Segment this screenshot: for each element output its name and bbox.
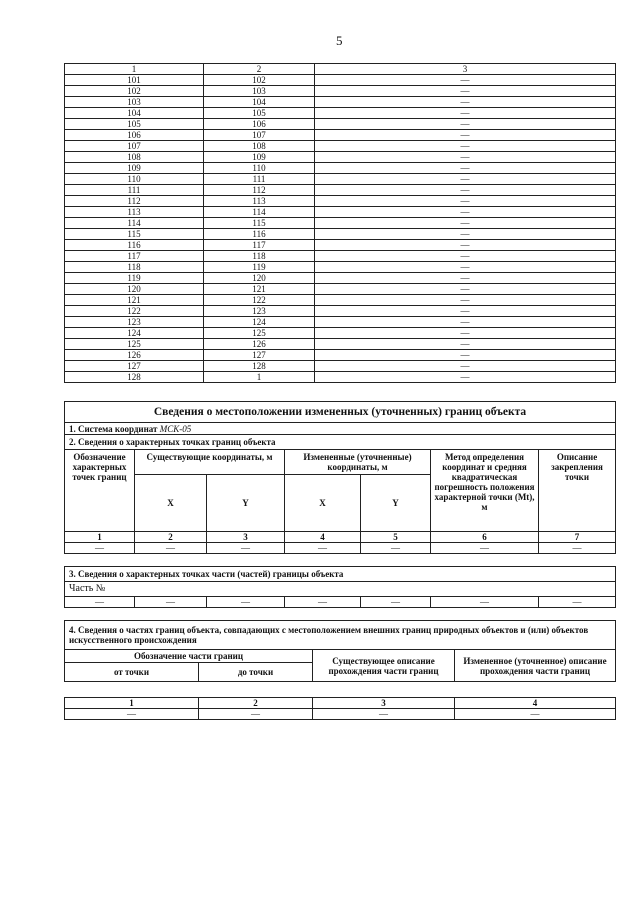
table-cell-col-2: 128: [204, 361, 315, 372]
colnum-3: 3: [313, 698, 455, 709]
table-cell-col-1: 124: [65, 328, 204, 339]
colnum-4: 4: [455, 698, 616, 709]
table-row: [65, 372, 616, 383]
table-cell-col-3: —: [315, 174, 616, 185]
col-designation: Обозначение характерных точек границ: [65, 450, 135, 532]
table-cell-col-1: 118: [65, 262, 204, 273]
table-row: [65, 108, 616, 119]
table-cell-col-1: 123: [65, 317, 204, 328]
table-cell-col-2: 127: [204, 350, 315, 361]
table-cell-col-2: 110: [204, 163, 315, 174]
table-cell-col-3: —: [315, 130, 616, 141]
existing-x-label: X: [135, 475, 207, 532]
boundary-table: [64, 63, 616, 383]
col-existing-description: Существующее описание прохождения части границ: [313, 650, 455, 682]
table-cell-col-3: —: [315, 119, 616, 130]
table-cell-col-3: —: [315, 295, 616, 306]
table-cell-col-2: 120: [204, 273, 315, 284]
table-cell-col-3: —: [315, 229, 616, 240]
table-cell-col-2: 112: [204, 185, 315, 196]
table-cell-col-2: 122: [204, 295, 315, 306]
part-dash-row: [65, 597, 616, 608]
col-description: Описание закрепления точки: [539, 450, 616, 532]
table-row: [65, 141, 616, 152]
table-cell-col-3: —: [315, 240, 616, 251]
table-cell-col-1: 119: [65, 273, 204, 284]
table-cell-col-2: 126: [204, 339, 315, 350]
dash-cell: —: [455, 709, 616, 720]
table-cell-col-3: —: [315, 218, 616, 229]
changed-boundaries-section: [64, 401, 616, 608]
col-changed: Измененные (уточненные) координаты, м: [285, 450, 431, 475]
dash-cell: —: [361, 543, 431, 554]
table-cell-col-1: 112: [65, 196, 204, 207]
table-row: [65, 284, 616, 295]
table-cell-col-2: 114: [204, 207, 315, 218]
dash-cell: —: [285, 597, 361, 608]
table-cell-col-1: 110: [65, 174, 204, 185]
table-cell-col-3: —: [315, 350, 616, 361]
dash-cell: —: [431, 543, 539, 554]
table-row: [65, 218, 616, 229]
table-row: [65, 240, 616, 251]
table-cell-col-2: 102: [204, 75, 315, 86]
table-cell-col-3: —: [315, 75, 616, 86]
table-cell-col-1: 121: [65, 295, 204, 306]
dash-cell: —: [65, 597, 135, 608]
header-col-1: 1: [65, 64, 204, 75]
table-cell-col-1: 101: [65, 75, 204, 86]
table-row: [65, 86, 616, 97]
table-cell-col-1: 127: [65, 361, 204, 372]
changed-y-label: Y: [361, 475, 431, 532]
table-cell-col-2: 105: [204, 108, 315, 119]
table-cell-col-2: 113: [204, 196, 315, 207]
table-cell-col-1: 109: [65, 163, 204, 174]
table-cell-col-2: 1: [204, 372, 315, 383]
section4-values-table: [64, 697, 616, 720]
table-cell-col-2: 118: [204, 251, 315, 262]
dash-cell: —: [285, 543, 361, 554]
col-part-designation: Обозначение части границ: [65, 650, 313, 663]
table-cell-col-1: 125: [65, 339, 204, 350]
dash-cell: —: [361, 597, 431, 608]
table-cell-col-1: 113: [65, 207, 204, 218]
table-cell-col-3: —: [315, 185, 616, 196]
dash-cell: —: [539, 597, 616, 608]
part-heading: 3. Сведения о характерных точках части (частей) границы объекта: [65, 567, 616, 582]
table-cell-col-3: —: [315, 152, 616, 163]
table-cell-col-1: 126: [65, 350, 204, 361]
table-row: [65, 317, 616, 328]
table-row: [65, 174, 616, 185]
table-cell-col-2: 104: [204, 97, 315, 108]
table-cell-col-1: 107: [65, 141, 204, 152]
table-row: [65, 229, 616, 240]
table-cell-col-1: 128: [65, 372, 204, 383]
coord-system-value: МСК-05: [159, 423, 192, 434]
table-cell-col-2: 103: [204, 86, 315, 97]
table-cell-col-2: 106: [204, 119, 315, 130]
table-cell-col-3: —: [315, 86, 616, 97]
dash-cell: —: [65, 709, 199, 720]
table-cell-col-1: 102: [65, 86, 204, 97]
table-cell-col-1: 116: [65, 240, 204, 251]
table-cell-col-3: —: [315, 196, 616, 207]
table-cell-col-3: —: [315, 317, 616, 328]
section-title: Сведения о местоположении измененных (уточненных) границ объекта: [65, 402, 616, 423]
colnum-6: 6: [431, 532, 539, 543]
table-cell-col-1: 108: [65, 152, 204, 163]
table-cell-col-2: 107: [204, 130, 315, 141]
table-cell-col-2: 124: [204, 317, 315, 328]
table-cell-col-1: 104: [65, 108, 204, 119]
table-row: [65, 251, 616, 262]
col-changed-description: Измененное (уточненное) описание прохождения части границ: [455, 650, 616, 682]
table-cell-col-3: —: [315, 163, 616, 174]
table-cell-col-2: 123: [204, 306, 315, 317]
table-cell-col-1: 103: [65, 97, 204, 108]
table-cell-col-3: —: [315, 97, 616, 108]
colnum-3: 3: [207, 532, 285, 543]
dash-cell: —: [431, 597, 539, 608]
table-row: [65, 306, 616, 317]
table-cell-col-2: 115: [204, 218, 315, 229]
dash-cell: —: [199, 709, 313, 720]
col-to-point: до точки: [199, 663, 313, 682]
section4-colnum-row: [65, 698, 616, 709]
coord-system-row: [65, 423, 616, 435]
section4-dash-row: [65, 709, 616, 720]
points-heading: 2. Сведения о характерных точках границ объекта: [65, 435, 616, 450]
table-cell-col-3: —: [315, 108, 616, 119]
table-row: [65, 350, 616, 361]
colnum-4: 4: [285, 532, 361, 543]
table-row: [65, 196, 616, 207]
table-cell-col-1: 105: [65, 119, 204, 130]
table-row: [65, 130, 616, 141]
table-cell-col-3: —: [315, 207, 616, 218]
column-number-row: [65, 532, 616, 543]
table-cell-col-3: —: [315, 273, 616, 284]
table-row: [65, 152, 616, 163]
dash-cell: —: [313, 709, 455, 720]
dash-cell: —: [65, 543, 135, 554]
table-cell-col-2: 109: [204, 152, 315, 163]
colnum-5: 5: [361, 532, 431, 543]
table-row: [65, 163, 616, 174]
coord-system-label: 1. Система координат: [69, 423, 158, 434]
boundary-table-body: [65, 64, 616, 383]
table-cell-col-3: —: [315, 306, 616, 317]
colnum-1: 1: [65, 698, 199, 709]
table-cell-col-2: 108: [204, 141, 315, 152]
col-existing: Существующие координаты, м: [135, 450, 285, 475]
table-cell-col-1: 115: [65, 229, 204, 240]
col-method: Метод определения координат и средняя квадратическая погрешность положения характерной точки (Mt), м: [431, 450, 539, 532]
table-cell-col-1: 120: [65, 284, 204, 295]
colnum-7: 7: [539, 532, 616, 543]
header-col-3: 3: [315, 64, 616, 75]
page-number: 5: [336, 33, 343, 48]
table-row: [65, 273, 616, 284]
table-cell-col-2: 119: [204, 262, 315, 273]
part-label: Часть №: [65, 582, 616, 597]
col-from-point: от точки: [65, 663, 199, 682]
table-row: [65, 295, 616, 306]
table-row: [65, 361, 616, 372]
table-row: [65, 339, 616, 350]
table-cell-col-1: 114: [65, 218, 204, 229]
dash-cell: —: [135, 543, 207, 554]
spacer: [65, 554, 616, 567]
section4-table: [64, 620, 616, 682]
table-cell-col-3: —: [315, 361, 616, 372]
colnum-1: 1: [65, 532, 135, 543]
table-cell-col-2: 116: [204, 229, 315, 240]
table-cell-col-3: —: [315, 251, 616, 262]
table-row: [65, 262, 616, 273]
table-row: [65, 207, 616, 218]
dash-cell: —: [207, 597, 285, 608]
table-cell-col-3: —: [315, 372, 616, 383]
table-cell-col-3: —: [315, 339, 616, 350]
table-row: [65, 75, 616, 86]
table-cell-col-2: 117: [204, 240, 315, 251]
table-cell-col-1: 117: [65, 251, 204, 262]
table-cell-col-2: 121: [204, 284, 315, 295]
table-row: [65, 97, 616, 108]
table-header-row: [65, 64, 616, 75]
table-cell-col-2: 125: [204, 328, 315, 339]
table-cell-col-3: —: [315, 328, 616, 339]
section4-heading: 4. Сведения о частях границ объекта, совпадающих с местоположением внешних границ природных объектов и (или) объектов искусственного происхождения: [65, 621, 616, 650]
table-cell-col-1: 106: [65, 130, 204, 141]
colnum-2: 2: [199, 698, 313, 709]
table-cell-col-1: 122: [65, 306, 204, 317]
dash-cell: —: [207, 543, 285, 554]
dash-cell: —: [135, 597, 207, 608]
existing-y-label: Y: [207, 475, 285, 532]
changed-x-label: X: [285, 475, 361, 532]
dash-cell: —: [539, 543, 616, 554]
table-cell-col-3: —: [315, 284, 616, 295]
table-row: [65, 185, 616, 196]
header-col-2: 2: [204, 64, 315, 75]
table-cell-col-3: —: [315, 141, 616, 152]
table-cell-col-1: 111: [65, 185, 204, 196]
table-cell-col-2: 111: [204, 174, 315, 185]
colnum-2: 2: [135, 532, 207, 543]
table-row: [65, 119, 616, 130]
table-cell-col-3: —: [315, 262, 616, 273]
points-dash-row: [65, 543, 616, 554]
table-row: [65, 328, 616, 339]
